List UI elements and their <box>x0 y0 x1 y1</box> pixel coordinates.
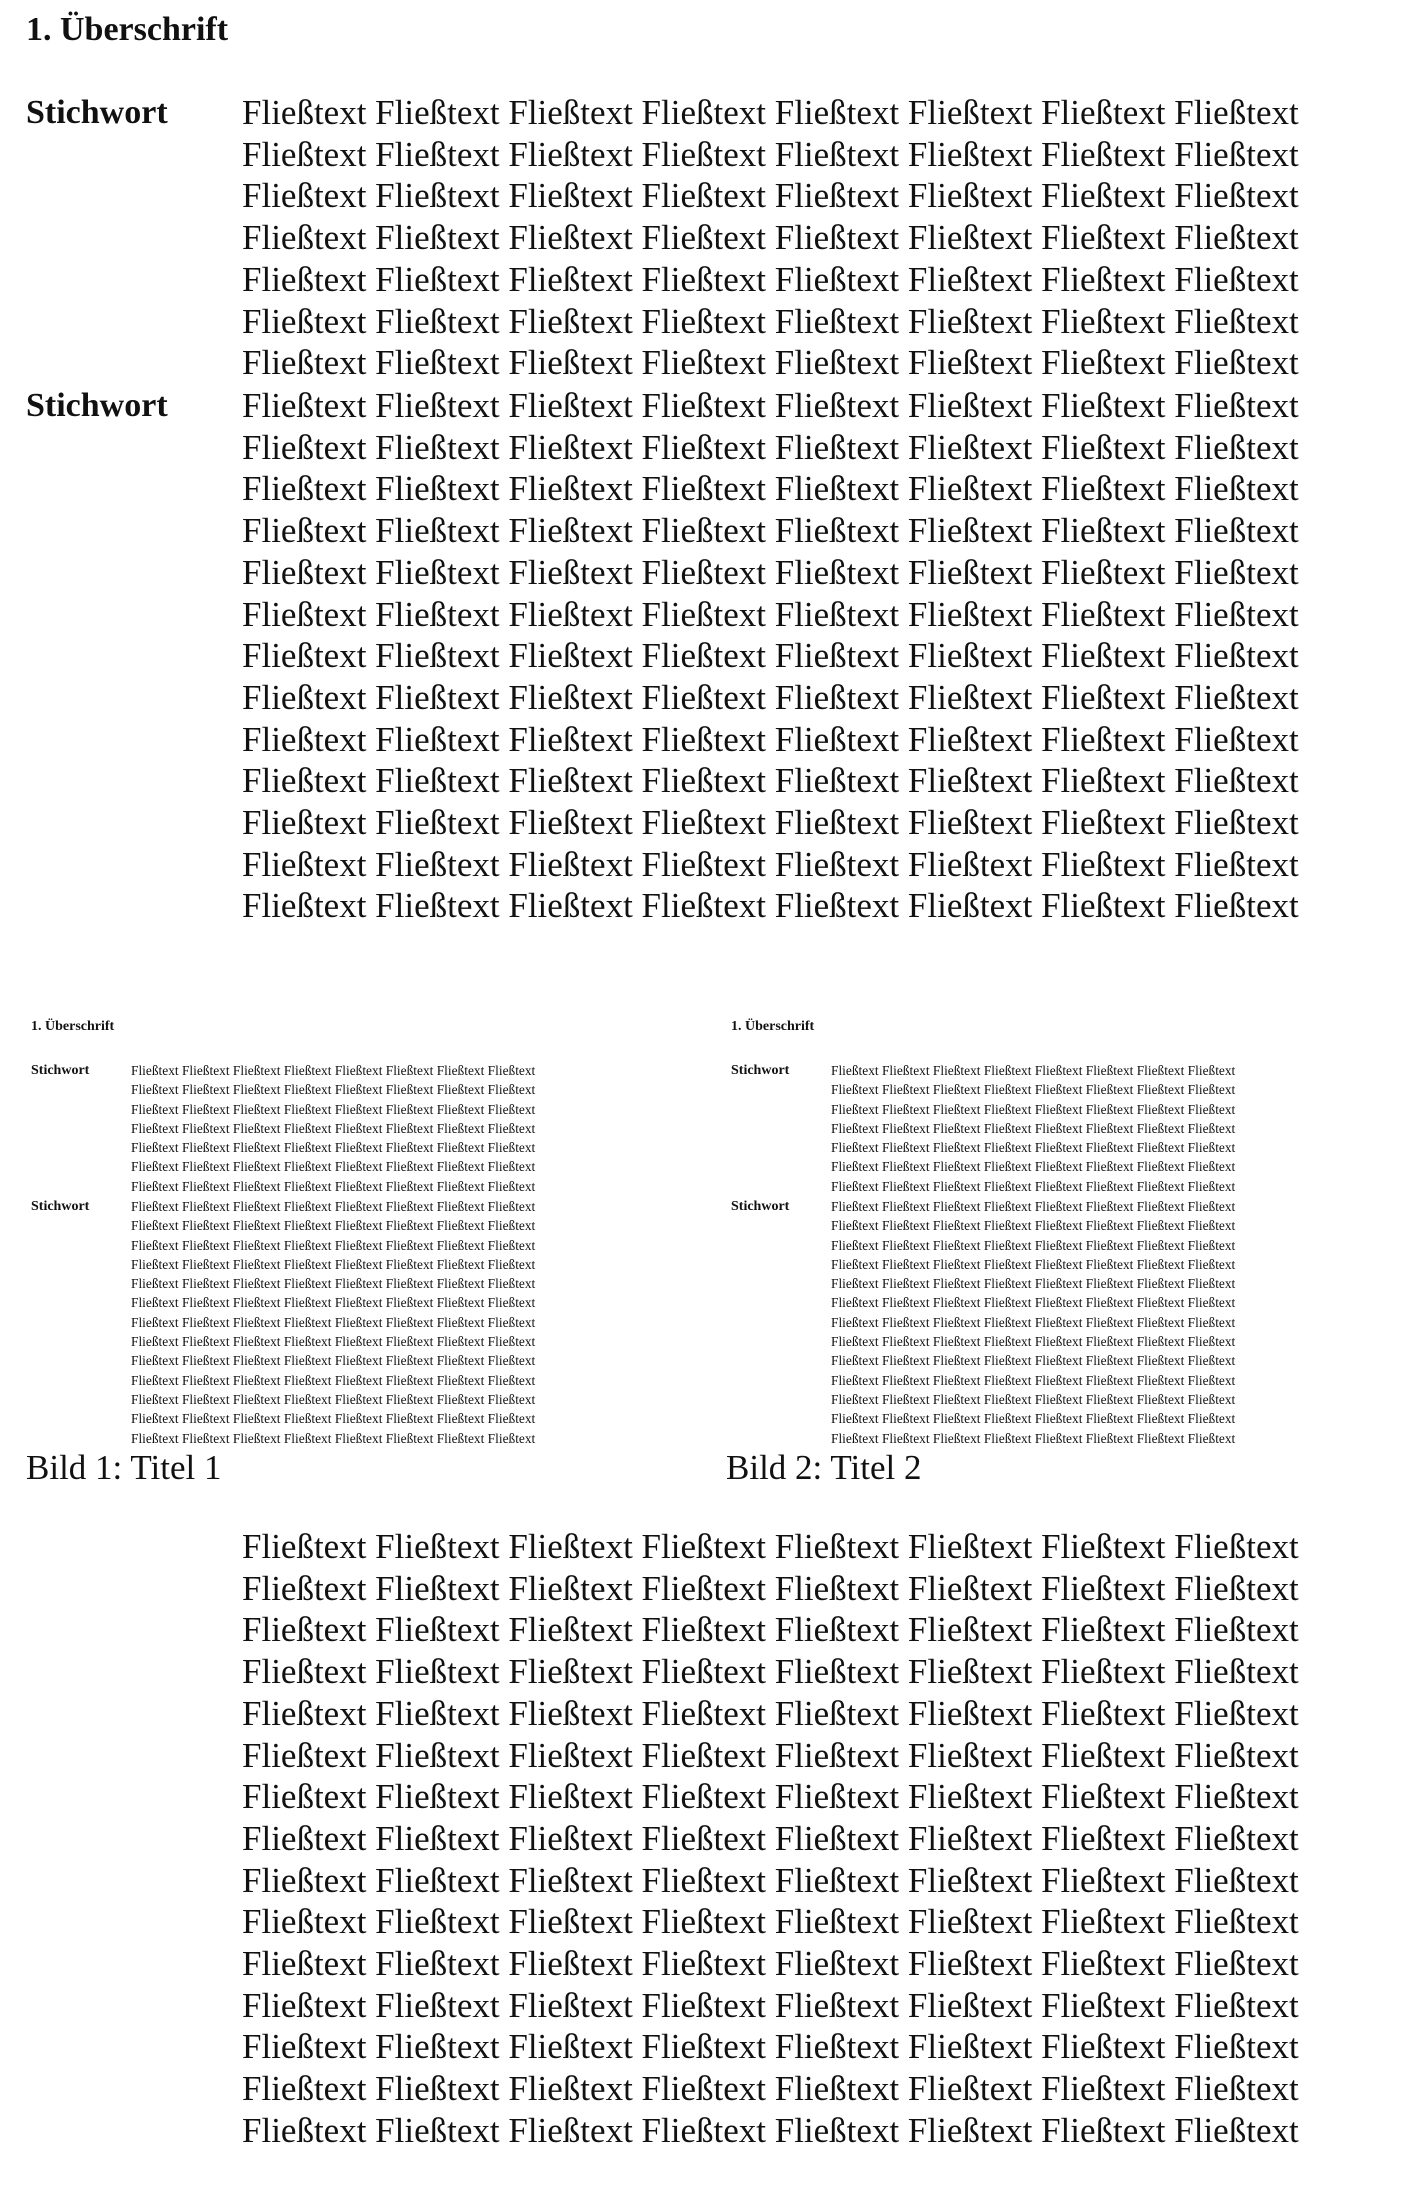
thumbnail-text-line: Fließtext Fließtext Fließtext Fließtext Fließtext Fließtext Fließtext Fließtext <box>131 1334 536 1350</box>
thumbnail-text-line: Fließtext Fließtext Fließtext Fließtext Fließtext Fließtext Fließtext Fließtext <box>131 1411 536 1427</box>
body-text-line: Fließtext Fließtext Fließtext Fließtext Fließtext Fließtext Fließtext Fließtext <box>242 2110 1299 2150</box>
body-text-line: Fließtext Fließtext Fließtext Fließtext Fließtext Fließtext Fließtext Fließtext <box>242 761 1299 801</box>
figure-thumbnail <box>726 1012 1346 1447</box>
thumbnail-text-line: Fließtext Fließtext Fließtext Fließtext Fließtext Fließtext Fließtext Fließtext <box>831 1314 1236 1330</box>
thumbnail-heading: 1. Überschrift <box>731 1019 815 1034</box>
thumbnail-text-line: Fließtext Fließtext Fließtext Fließtext Fließtext Fließtext Fließtext Fließtext <box>131 1314 536 1330</box>
body-text <box>242 92 1299 384</box>
thumbnail-keyword: Stichwort <box>731 1063 790 1078</box>
thumbnail-text-line: Fließtext Fließtext Fließtext Fließtext Fließtext Fließtext Fließtext Fließtext <box>831 1276 1236 1292</box>
thumbnail-text-line: Fließtext Fließtext Fließtext Fließtext Fließtext Fließtext Fließtext Fließtext <box>831 1411 1236 1427</box>
thumbnail-text-line: Fließtext Fließtext Fließtext Fließtext Fließtext Fließtext Fließtext Fließtext <box>831 1159 1236 1175</box>
body-text-line: Fließtext Fließtext Fließtext Fließtext Fließtext Fließtext Fließtext Fließtext <box>242 636 1299 676</box>
body-text-line: Fließtext Fließtext Fließtext Fließtext Fließtext Fließtext Fließtext Fließtext <box>242 1735 1299 1775</box>
body-text-line: Fließtext Fließtext Fließtext Fließtext Fließtext Fließtext Fließtext Fließtext <box>242 511 1299 551</box>
body-text-line: Fließtext Fließtext Fließtext Fließtext Fließtext Fließtext Fließtext Fließtext <box>242 1944 1299 1984</box>
thumbnail-text-line: Fließtext Fließtext Fließtext Fließtext Fließtext Fließtext Fließtext Fließtext <box>831 1082 1236 1098</box>
page-heading: 1. Überschrift <box>26 11 229 48</box>
thumbnail-text-line: Fließtext Fließtext Fließtext Fließtext Fließtext Fließtext Fließtext Fließtext <box>831 1140 1236 1156</box>
thumbnail-text-line: Fließtext Fließtext Fließtext Fließtext Fließtext Fließtext Fließtext Fließtext <box>131 1063 536 1078</box>
body-text-line: Fließtext Fließtext Fließtext Fließtext Fließtext Fließtext Fließtext Fließtext <box>242 1777 1299 1817</box>
body-text-line: Fließtext Fließtext Fließtext Fließtext Fließtext Fließtext Fließtext Fließtext <box>242 803 1299 843</box>
body-text-line: Fließtext Fließtext Fließtext Fließtext Fließtext Fließtext Fließtext Fließtext <box>242 1652 1299 1692</box>
thumbnail-text-line: Fließtext Fließtext Fließtext Fließtext Fließtext Fließtext Fließtext Fließtext <box>831 1372 1236 1388</box>
thumbnail-body <box>131 1197 535 1448</box>
body-text-line: Fließtext Fließtext Fließtext Fließtext Fließtext Fließtext Fließtext Fließtext <box>242 677 1299 717</box>
body-text-line: Fließtext Fließtext Fließtext Fließtext Fließtext Fließtext Fließtext Fließtext <box>242 2027 1299 2067</box>
body-text-line: Fließtext Fließtext Fließtext Fließtext Fließtext Fließtext Fließtext Fließtext <box>242 218 1299 258</box>
body-text-line: Fließtext Fließtext Fließtext Fließtext Fließtext Fließtext Fließtext Fließtext <box>242 469 1299 509</box>
body-text-line: Fließtext Fließtext Fließtext Fließtext Fließtext Fließtext Fließtext Fließtext <box>242 719 1299 759</box>
figure-2 <box>726 1012 1346 1487</box>
thumbnail-text-line: Fließtext Fließtext Fließtext Fließtext Fließtext Fließtext Fließtext Fließtext <box>831 1334 1236 1350</box>
thumbnail-text-line: Fließtext Fließtext Fließtext Fließtext Fließtext Fließtext Fließtext Fließtext <box>131 1082 536 1098</box>
body-text-line: Fließtext Fließtext Fließtext Fließtext Fließtext Fließtext Fließtext Fließtext <box>242 386 1299 425</box>
body-text-line: Fließtext Fließtext Fließtext Fließtext Fließtext Fließtext Fließtext Fließtext <box>242 259 1299 299</box>
thumbnail-text-line: Fließtext Fließtext Fließtext Fließtext Fließtext Fließtext Fließtext Fließtext <box>831 1295 1236 1311</box>
thumbnail-text-line: Fließtext Fließtext Fließtext Fließtext Fließtext Fließtext Fließtext Fließtext <box>131 1120 536 1136</box>
body-text-line: Fließtext Fließtext Fließtext Fließtext Fließtext Fließtext Fließtext Fließtext <box>242 176 1299 216</box>
thumbnail-text-line: Fließtext Fließtext Fließtext Fließtext Fließtext Fließtext Fließtext Fließtext <box>831 1430 1236 1446</box>
thumbnail-keyword: Stichwort <box>731 1199 790 1214</box>
figure-thumbnail <box>26 1012 646 1447</box>
body-text-line: Fließtext Fließtext Fließtext Fließtext Fließtext Fließtext Fließtext Fließtext <box>242 886 1299 926</box>
body-text-line: Fließtext Fließtext Fließtext Fließtext Fließtext Fließtext Fließtext Fließtext <box>242 552 1299 592</box>
thumbnail-body <box>831 1061 1235 1196</box>
thumbnail-text-line: Fließtext Fließtext Fließtext Fließtext Fließtext Fließtext Fließtext Fließtext <box>131 1391 536 1407</box>
body-text-line: Fließtext Fließtext Fließtext Fließtext Fließtext Fließtext Fließtext Fließtext <box>242 1818 1299 1858</box>
thumbnail-text-line: Fließtext Fließtext Fließtext Fließtext Fließtext Fließtext Fließtext Fließtext <box>131 1295 536 1311</box>
thumbnail-text-line: Fließtext Fließtext Fließtext Fließtext Fließtext Fließtext Fließtext Fließtext <box>131 1372 536 1388</box>
thumbnail-text-line: Fließtext Fließtext Fließtext Fließtext Fließtext Fließtext Fließtext Fließtext <box>831 1178 1236 1194</box>
thumbnail-text-line: Fließtext Fließtext Fließtext Fließtext Fließtext Fließtext Fließtext Fließtext <box>831 1199 1236 1214</box>
thumbnail-text-line: Fließtext Fließtext Fließtext Fließtext Fließtext Fließtext Fließtext Fließtext <box>131 1256 536 1272</box>
body-text <box>242 385 1299 927</box>
thumbnail-text-line: Fließtext Fließtext Fließtext Fließtext Fließtext Fließtext Fließtext Fließtext <box>831 1218 1236 1234</box>
thumbnail-text-line: Fließtext Fließtext Fließtext Fließtext Fließtext Fließtext Fließtext Fließtext <box>131 1276 536 1292</box>
thumbnail-text-line: Fließtext Fließtext Fließtext Fließtext Fließtext Fließtext Fließtext Fließtext <box>131 1218 536 1234</box>
thumbnail-body <box>131 1061 535 1196</box>
thumbnail-text-line: Fließtext Fließtext Fließtext Fließtext Fließtext Fließtext Fließtext Fließtext <box>131 1430 536 1446</box>
body-text-line: Fließtext Fließtext Fließtext Fließtext Fließtext Fließtext Fließtext Fließtext <box>242 2069 1299 2109</box>
thumbnail-text-line: Fließtext Fließtext Fließtext Fließtext Fließtext Fließtext Fließtext Fließtext <box>831 1256 1236 1272</box>
body-text-line: Fließtext Fließtext Fließtext Fließtext Fließtext Fließtext Fließtext Fließtext <box>242 594 1299 634</box>
body-text-line: Fließtext Fließtext Fließtext Fließtext Fließtext Fließtext Fließtext Fließtext <box>242 1610 1299 1650</box>
thumbnail-text-line: Fließtext Fließtext Fließtext Fließtext Fließtext Fließtext Fließtext Fließtext <box>131 1199 536 1214</box>
thumbnail-text-line: Fließtext Fließtext Fließtext Fließtext Fließtext Fließtext Fließtext Fließtext <box>131 1237 536 1253</box>
figure-caption: Bild 2: Titel 2 <box>726 1448 922 1487</box>
body-text-line: Fließtext Fließtext Fließtext Fließtext Fließtext Fließtext Fließtext Fließtext <box>242 427 1299 467</box>
body-text-line: Fließtext Fließtext Fließtext Fließtext Fließtext Fließtext Fließtext Fließtext <box>242 301 1299 341</box>
body-text-line: Fließtext Fließtext Fließtext Fließtext Fließtext Fließtext Fließtext Fließtext <box>242 1693 1299 1733</box>
thumbnail-text-line: Fließtext Fließtext Fließtext Fließtext Fließtext Fließtext Fließtext Fließtext <box>831 1101 1236 1117</box>
body-text-line: Fließtext Fließtext Fließtext Fließtext Fließtext Fließtext Fließtext Fließtext <box>242 1985 1299 2025</box>
body-text-line: Fließtext Fließtext Fließtext Fließtext Fließtext Fließtext Fließtext Fließtext <box>242 343 1299 383</box>
figure-caption: Bild 1: Titel 1 <box>26 1448 222 1487</box>
keyword-label: Stichwort <box>26 387 168 424</box>
thumbnail-text-line: Fließtext Fließtext Fließtext Fließtext Fließtext Fließtext Fließtext Fließtext <box>131 1101 536 1117</box>
body-text-line: Fließtext Fließtext Fließtext Fließtext Fließtext Fließtext Fließtext Fließtext <box>242 1568 1299 1608</box>
thumbnail-keyword: Stichwort <box>31 1063 90 1078</box>
thumbnail-text-line: Fließtext Fließtext Fließtext Fließtext Fließtext Fließtext Fließtext Fließtext <box>831 1237 1236 1253</box>
keyword-label: Stichwort <box>26 94 168 131</box>
thumbnail-heading: 1. Überschrift <box>31 1019 115 1034</box>
thumbnail-body <box>831 1197 1235 1448</box>
body-text-line: Fließtext Fließtext Fließtext Fließtext Fließtext Fließtext Fließtext Fließtext <box>242 93 1299 132</box>
thumbnail-text-line: Fließtext Fließtext Fließtext Fließtext Fließtext Fließtext Fließtext Fließtext <box>131 1159 536 1175</box>
thumbnail-text-line: Fließtext Fließtext Fließtext Fließtext Fließtext Fließtext Fließtext Fließtext <box>131 1178 536 1194</box>
body-text-line: Fließtext Fließtext Fließtext Fließtext Fließtext Fließtext Fließtext Fließtext <box>242 1860 1299 1900</box>
thumbnail-text-line: Fließtext Fließtext Fließtext Fließtext Fließtext Fließtext Fließtext Fließtext <box>831 1391 1236 1407</box>
thumbnail-text-line: Fließtext Fließtext Fließtext Fließtext Fließtext Fließtext Fließtext Fließtext <box>831 1353 1236 1369</box>
body-text-line: Fließtext Fließtext Fließtext Fließtext Fließtext Fließtext Fließtext Fließtext <box>242 844 1299 884</box>
body-text-line: Fließtext Fließtext Fließtext Fließtext Fließtext Fließtext Fließtext Fließtext <box>242 1527 1299 1566</box>
body-text-line: Fließtext Fließtext Fließtext Fließtext Fließtext Fließtext Fließtext Fließtext <box>242 134 1299 174</box>
thumbnail-keyword: Stichwort <box>31 1199 90 1214</box>
thumbnail-text-line: Fließtext Fließtext Fließtext Fließtext Fließtext Fließtext Fließtext Fließtext <box>131 1353 536 1369</box>
thumbnail-text-line: Fließtext Fließtext Fließtext Fließtext Fließtext Fließtext Fließtext Fließtext <box>831 1063 1236 1078</box>
thumbnail-text-line: Fließtext Fließtext Fließtext Fließtext Fließtext Fließtext Fließtext Fließtext <box>831 1120 1236 1136</box>
trailing-body-text <box>242 1526 1299 2152</box>
figure-1 <box>26 1012 646 1487</box>
thumbnail-text-line: Fließtext Fließtext Fließtext Fließtext Fließtext Fließtext Fließtext Fließtext <box>131 1140 536 1156</box>
body-text-line: Fließtext Fließtext Fließtext Fließtext Fließtext Fließtext Fließtext Fließtext <box>242 1902 1299 1942</box>
